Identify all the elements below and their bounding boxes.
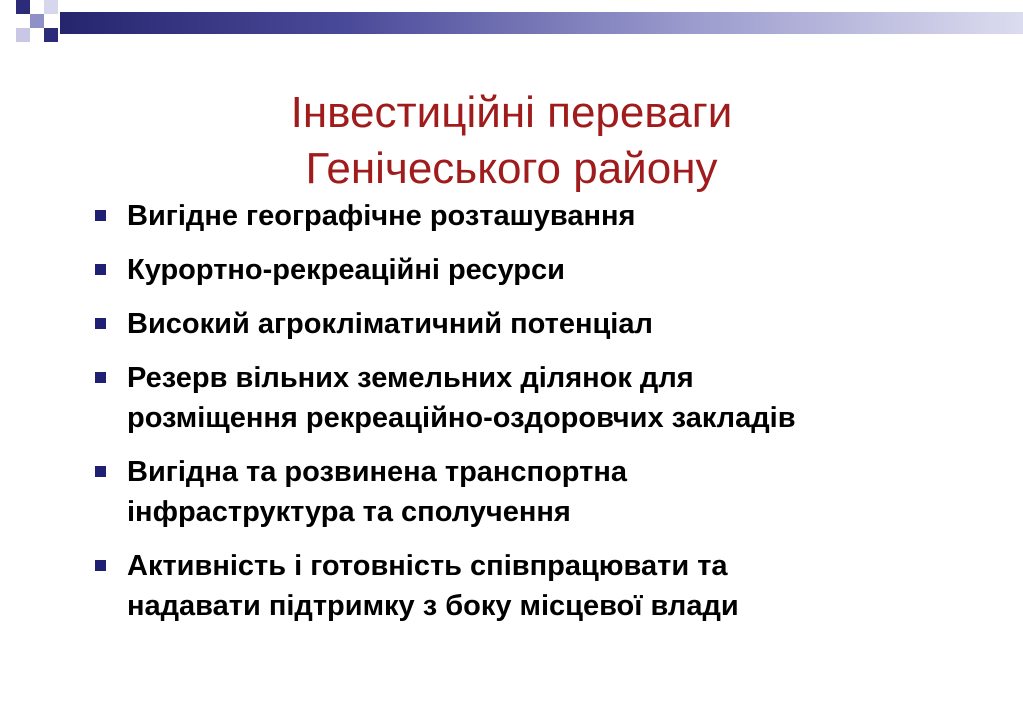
bullet-text: Активність і готовність співпрацювати та bbox=[127, 550, 728, 582]
bullet-text: Вигідне географічне розташування bbox=[127, 200, 636, 232]
decor-square bbox=[30, 14, 44, 28]
decor-square bbox=[16, 28, 30, 42]
bullet-item bbox=[95, 452, 995, 532]
bullet-item bbox=[95, 358, 995, 438]
decor-square bbox=[44, 28, 58, 42]
bullet-text: Курортно-рекреаційні ресурси bbox=[127, 254, 565, 286]
bullet-list bbox=[95, 196, 995, 640]
slide-title bbox=[60, 85, 963, 197]
decor-square bbox=[16, 0, 30, 14]
square-bullet-icon bbox=[95, 318, 106, 329]
top-gradient-bar bbox=[60, 12, 1023, 34]
bullet-item bbox=[95, 250, 995, 290]
square-bullet-icon bbox=[95, 210, 106, 221]
decor-square bbox=[44, 0, 58, 14]
bullet-text-continued: розміщення рекреаційно-оздоровчих закладів bbox=[127, 402, 796, 434]
square-bullet-icon bbox=[95, 560, 106, 571]
square-bullet-icon bbox=[95, 466, 106, 477]
slide-title-line-2: Генічеського району bbox=[305, 144, 718, 194]
square-bullet-icon bbox=[95, 264, 106, 275]
bullet-text: Вигідна та розвинена транспортна bbox=[127, 456, 627, 488]
bullet-item bbox=[95, 196, 995, 236]
bullet-text-continued: інфраструктура та сполучення bbox=[127, 496, 571, 528]
bullet-text: Резерв вільних земельних ділянок для bbox=[127, 362, 694, 394]
bullet-text-continued: надавати підтримку з боку місцевої влади bbox=[127, 590, 739, 622]
slide-title-line-1: Інвестиційні переваги bbox=[290, 88, 733, 138]
bullet-item bbox=[95, 304, 995, 344]
bullet-item bbox=[95, 546, 995, 626]
bullet-text: Високий агрокліматичний потенціал bbox=[127, 308, 653, 340]
square-bullet-icon bbox=[95, 372, 106, 383]
